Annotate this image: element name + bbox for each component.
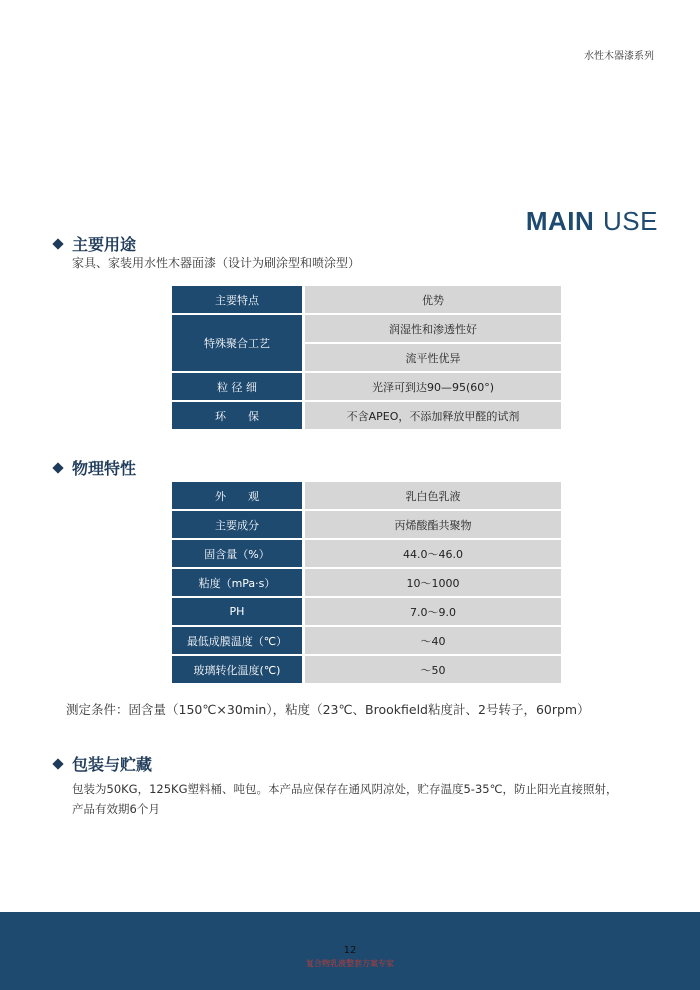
features-table [172,284,561,431]
feature-value: 流平性优异 [305,344,561,371]
table-row [172,402,561,429]
property-label: PH [172,598,305,625]
feature-label: 特殊聚合工艺 [172,315,305,371]
feature-label: 环 保 [172,402,305,429]
property-label: 固含量（%） [172,540,305,567]
property-value: 丙烯酸酯共聚物 [305,511,561,538]
section-packaging-title: 包装与贮藏 [72,755,153,774]
property-value: 10～1000 [305,569,561,596]
table-row [172,598,561,625]
property-label: 粘度（mPa·s） [172,569,305,596]
property-label: 外 观 [172,482,305,509]
main-use-heading-bold: MAIN [525,206,595,236]
table-row [172,540,561,567]
table-row [172,569,561,596]
property-value: 乳白色乳液 [305,482,561,509]
property-value: 44.0～46.0 [305,540,561,567]
table-row [172,286,561,313]
property-value: 7.0～9.0 [305,598,561,625]
features-table-head-label: 主要特点 [172,286,305,313]
table-row [172,627,561,654]
feature-value: 不含APEO，不添加释放甲醛的试剂 [305,402,561,429]
property-value: ～40 [305,627,561,654]
series-title: 水性木器漆系列 [584,51,654,62]
property-label: 玻璃转化温度(℃) [172,656,305,683]
physical-properties-table [172,480,561,685]
footer-stamp-text: 复合物乳液整套方案专家 [306,959,394,968]
table-row [172,373,561,400]
property-label: 主要成分 [172,511,305,538]
main-use-description: 家具、家装用水性木器面漆（设计为刷涂型和喷涂型） [72,256,361,270]
measurement-conditions-note: 测定条件：固含量（150℃×30min），粘度（23℃、Brookfield粘度計、2号转子，60rpm） [66,702,590,717]
page-number: 12 [343,945,357,956]
packaging-text-line-1: 包装为50KG，125KG塑料桶、吨包。本产品应保存在通风阴凉处，贮存温度5-35℃，防止阳光直接照射， [72,782,618,796]
property-label: 最低成膜温度（℃） [172,627,305,654]
table-row [172,511,561,538]
section-packaging-heading [54,752,152,775]
table-row [172,482,561,509]
diamond-bullet-icon [52,758,63,769]
features-table-head-value: 优势 [305,286,561,313]
table-row [172,656,561,683]
packaging-text-line-2: 产品有效期6个月 [72,802,160,816]
feature-value: 润湿性和渗透性好 [305,315,561,342]
table-row [172,315,561,342]
main-use-heading [526,206,658,237]
feature-label: 粒 径 细 [172,373,305,400]
feature-value: 光泽可到达90—95(60°) [305,373,561,400]
property-value: ～50 [305,656,561,683]
section-physical-title: 物理特性 [72,459,137,478]
section-physical-heading [54,456,136,479]
diamond-bullet-icon [52,462,63,473]
section-main-use-title: 主要用途 [72,235,137,254]
diamond-bullet-icon [52,238,63,249]
main-use-heading-light: USE [603,206,658,236]
